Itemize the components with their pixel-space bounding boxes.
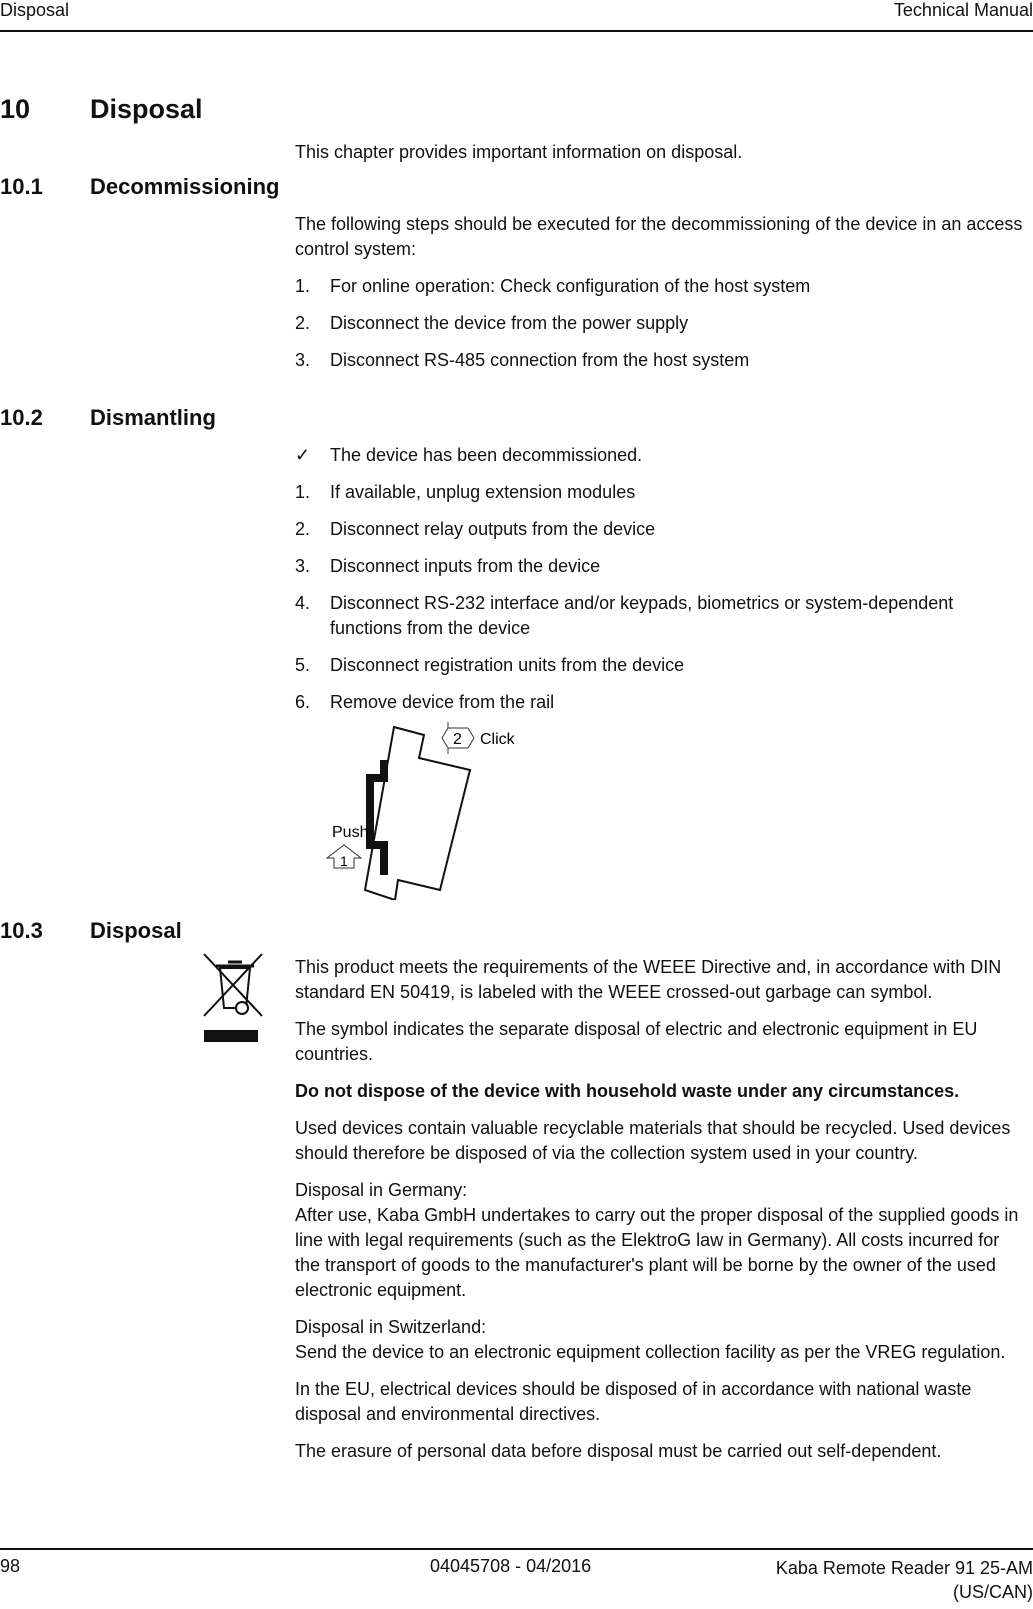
step-text: Disconnect relay outputs from the device <box>330 519 656 539</box>
list-item <box>295 591 1025 641</box>
step-number: 4. <box>295 593 311 613</box>
section-title: Decommissioning <box>90 174 280 199</box>
section-10-3-body <box>295 955 1025 1476</box>
list-item <box>295 480 1025 505</box>
section-10-1-body <box>295 212 1025 385</box>
paragraph: The following steps should be executed for the decommissioning of the device in an access control system: <box>295 214 1023 259</box>
header-doc-type: Technical Manual <box>893 0 1033 20</box>
list-item <box>295 690 1025 715</box>
germany-text: After use, Kaba GmbH undertakes to carry out the proper disposal of the supplied goods in line with legal requirements (such as the ElektroG law in Germany). All costs incurred for the transport of goods to the manufacturer's plant will be borne by the owner of the used electronic equipment. <box>295 1205 1019 1300</box>
section-number: 10.3 <box>0 918 43 943</box>
step-text: Disconnect registration units from the device <box>330 655 685 675</box>
product-name: Kaba Remote Reader 91 25-AM (US/CAN) <box>775 1558 1033 1602</box>
step-text: Disconnect RS-485 connection from the host system <box>330 350 750 370</box>
section-number: 10.2 <box>0 405 43 430</box>
paragraph: Used devices contain valuable recyclable materials that should be recycled. Used devices should therefore be disposed of via the collection system used in your country. <box>295 1118 1011 1163</box>
step-number: 3. <box>295 556 311 576</box>
page-number: 98 <box>0 1556 21 1576</box>
chapter-intro: This chapter provides important information on disposal. <box>295 142 743 162</box>
step-text: Remove device from the rail <box>330 692 555 712</box>
paragraph: The erasure of personal data before disposal must be carried out self-dependent. <box>295 1441 942 1461</box>
step-number: 1. <box>295 276 311 296</box>
warning-paragraph <box>295 1079 1025 1104</box>
switzerland-text: Send the device to an electronic equipment collection facility as per the VREG regulation. <box>295 1342 1006 1362</box>
step-number: 3. <box>295 350 311 370</box>
header-section: Disposal <box>0 0 70 20</box>
germany-title: Disposal in Germany: <box>295 1180 468 1200</box>
chapter-title: Disposal <box>90 94 203 124</box>
section-number: 10.1 <box>0 174 43 199</box>
step-number: 6. <box>295 692 311 712</box>
switzerland-paragraph <box>295 1315 1025 1365</box>
germany-paragraph <box>295 1178 1025 1303</box>
warning-text: Do not dispose of the device with household waste under any circumstances. <box>295 1081 960 1101</box>
step-text: For online operation: Check configuration of the host system <box>330 276 811 296</box>
step-number: 1. <box>295 482 311 502</box>
step-text: Disconnect the device from the power supply <box>330 313 689 333</box>
list-item <box>295 274 1025 299</box>
paragraph: This product meets the requirements of the WEEE Directive and, in accordance with DIN standard EN 50419, is labeled with the WEEE crossed-out garbage can symbol. <box>295 957 1002 1002</box>
list-item <box>295 554 1025 579</box>
paragraph: In the EU, electrical devices should be disposed of in accordance with national waste disposal and environmental directives. <box>295 1379 972 1424</box>
precondition <box>295 443 1025 468</box>
step-text: Disconnect inputs from the device <box>330 556 601 576</box>
push-number: 1 <box>340 853 348 869</box>
section-title: Disposal <box>90 918 182 943</box>
section-title: Dismantling <box>90 405 216 430</box>
chapter-number: 10 <box>0 94 31 124</box>
step-text: If available, unplug extension modules <box>330 482 636 502</box>
step-number: 2. <box>295 519 311 539</box>
switzerland-title: Disposal in Switzerland: <box>295 1317 487 1337</box>
step-number: 5. <box>295 655 311 675</box>
click-number: 2 <box>453 731 462 748</box>
header-rule <box>0 30 1033 32</box>
rail-removal-figure <box>320 720 540 900</box>
paragraph: The symbol indicates the separate disposal of electric and electronic equipment in EU countries. <box>295 1019 978 1064</box>
step-number: 2. <box>295 313 311 333</box>
section-10-2-body <box>295 443 1025 727</box>
check-icon: ✓ <box>295 445 311 465</box>
click-label: Click <box>480 731 515 748</box>
list-item <box>295 311 1025 336</box>
doc-number: 04045708 - 04/2016 <box>430 1556 592 1576</box>
step-text: Disconnect RS-232 interface and/or keypads, biometrics or system-dependent functions from the device <box>330 593 954 638</box>
footer-rule <box>0 1548 1033 1550</box>
push-label: Push <box>332 824 369 841</box>
list-item <box>295 653 1025 678</box>
list-item <box>295 517 1025 542</box>
precondition-text: The device has been decommissioned. <box>330 445 643 465</box>
weee-crossed-bin-icon <box>200 950 270 1045</box>
list-item <box>295 348 1025 373</box>
